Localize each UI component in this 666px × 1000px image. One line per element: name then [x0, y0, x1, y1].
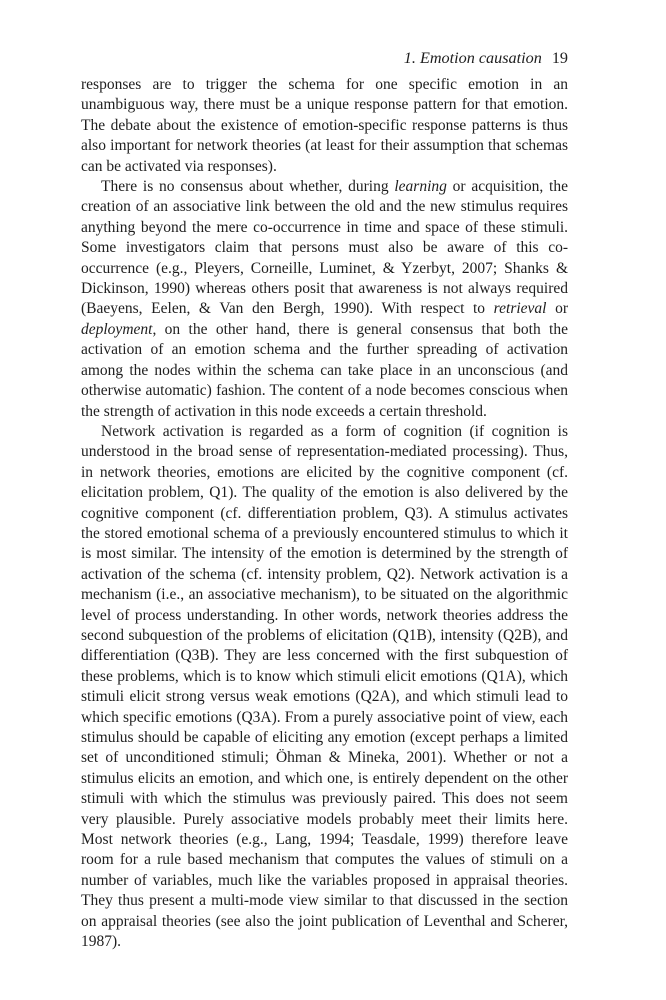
text-run: or acquisition, the creation of an associative link between the old and the new stimulus requires anything beyond the mere co-occurrence in time and space of these stimuli. Some investigators claim that persons must also be aware of this co-occurrence (e.g., Pleyers, Corneille, Luminet, & Yzerbyt, 2007; Shanks & Dickinson, 1990) whereas others posit that awareness is not always required (Baeyens, Eelen, & Van den Bergh, 1990). With respect to: [81, 178, 568, 318]
running-head: [404, 48, 568, 68]
page-number: 19: [551, 49, 568, 67]
paragraph: [81, 422, 568, 953]
italic-term: retrieval: [493, 300, 547, 318]
italic-term: learning: [394, 178, 447, 196]
text-run: Network activation is regarded as a form of cognition (if cognition is understood in the broad sense of representation-mediated processing). Thus, in network theories, emotions are elicited by the cognitive component (cf. elicitation problem, Q1). The quality of the emotion is also delivered by the cognitive component (cf. differentiation problem, Q3). A stimulus activates the stored emotional schema of a previously encountered stimulus to which it is most similar. The intensity of the emotion is determined by the strength of activation of the schema (cf. intensity problem, Q2). Network activation is a mechanism (i.e., an associative mechanism), to be situated on the algorithmic level of process understanding. In other words, network theories address the second subquestion of the problems of elicitation (Q1B), intensity (Q2B), and differentiation (Q3B). They are less concerned with the first subquestion of these problems, which is to know which stimuli elicit emotions (Q1A), which stimuli elicit strong versus weak emotions (Q2A), and which stimuli lead to which specific emotions (Q3A). From a purely associative point of view, each stimulus should be capable of eliciting any emotion (except perhaps a limited set of unconditioned stimuli; Öhman & Mineka, 2001). Whether or not a stimulus elicits an emotion, and which one, is entirely dependent on the other stimuli with which the stimulus was previously paired. This does not seem very plausible. Purely associative models probably meet their limits here. Most network theories (e.g., Lang, 1994; Teasdale, 1999) therefore leave room for a rule based mechanism that computes the values of stimuli on a number of variables, much like the variables proposed in appraisal theories. They thus present a multi-mode view similar to that discussed in the section on appraisal theories (see also the joint publication of Leventhal and Scherer, 1987).: [81, 422, 568, 951]
text-run: or: [546, 300, 568, 318]
body-text: [81, 75, 568, 952]
chapter-title: 1. Emotion causation: [403, 49, 542, 67]
text-run: responses are to trigger the schema for one specific emotion in an unambiguous way, there must be a unique response pattern for that emotion. The debate about the existence of emotion-specific response patterns is thus also important for network theories (at least for their assumption that schemas can be activated via responses).: [81, 76, 568, 175]
text-run: , on the other hand, there is general consensus that both the activation of an emotion schema and the further spreading of activation among the nodes within the schema can take place in an unconscious (and otherwise automatic) fashion. The content of a node becomes conscious when the strength of activation in this node exceeds a certain threshold.: [81, 320, 568, 420]
paragraph: [81, 177, 568, 422]
paragraph: [81, 75, 568, 177]
italic-term: deployment: [81, 320, 153, 338]
text-run: There is no consensus about whether, during: [101, 178, 395, 196]
